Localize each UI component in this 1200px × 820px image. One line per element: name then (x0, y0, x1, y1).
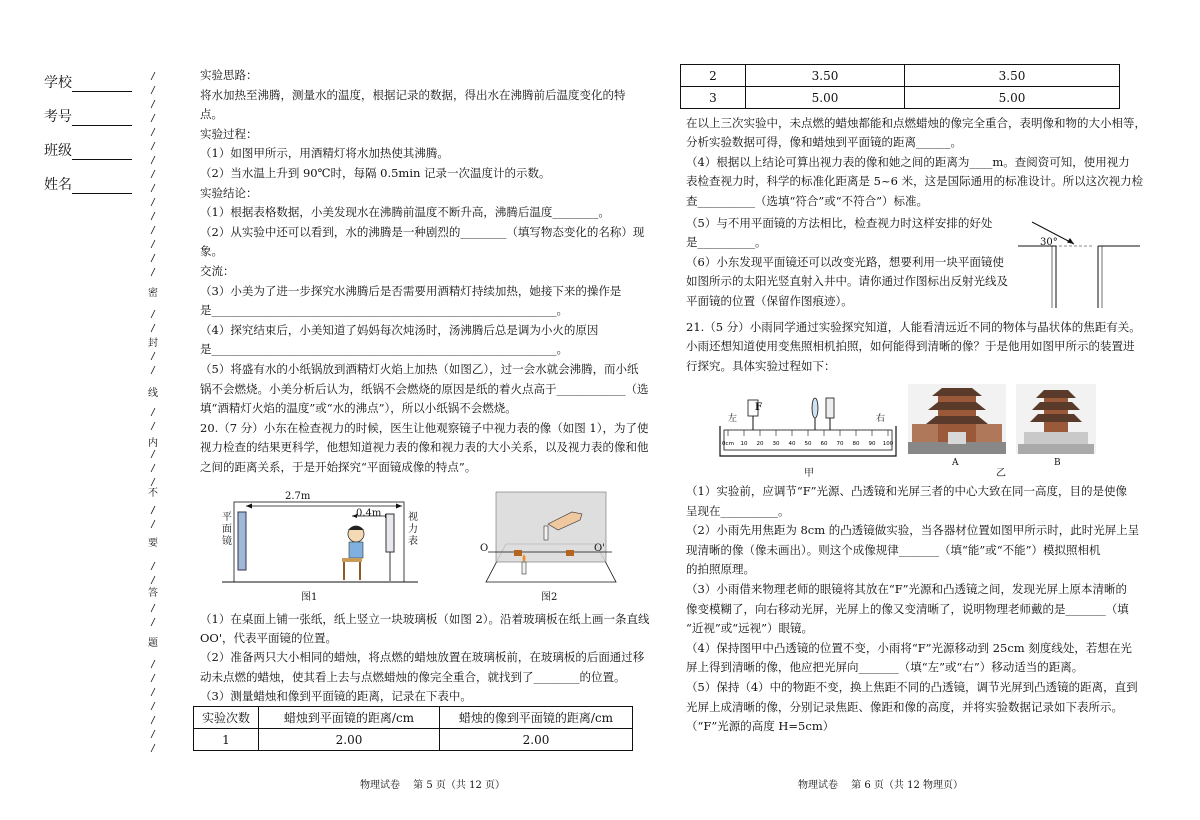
text-line: 是____________________________________________________________。 (200, 342, 568, 357)
binding-dash (151, 268, 155, 276)
text-line: 之间的距离关系，于是开始探究“平面镜成像的特点”。 (200, 460, 477, 474)
lit-candle (522, 562, 526, 574)
text-line: （5）保持（4）中的物距不变，换上焦距不同的凸透镜，调节光屏到凸透镜的距离，直到 (686, 680, 1138, 694)
bench-tick-label: 40 (788, 441, 796, 447)
text-line: （1）如图甲所示，用酒精灯将水加热使其沸腾。 (200, 146, 449, 161)
bench-f-label: F (755, 402, 763, 413)
optical-bench-diagram (714, 386, 902, 468)
left-page-footer: 物理试卷 第 5 页（共 12 页） (360, 780, 505, 791)
text-line: 行探究。具体实验过程如下： (686, 358, 836, 373)
text-line: （2）小雨先用焦距为 8cm 的凸透镜做实验，当各器材位置如图甲所示时，此时光屏上呈 (686, 523, 1140, 538)
table-row (681, 87, 1120, 109)
binding-dash (151, 716, 155, 724)
text-line: （1）在桌面上铺一张纸，纸上竖立一块玻璃板（如图 2）。沿着玻璃板在纸上画一条直线 (200, 612, 650, 626)
binding-dash (151, 366, 155, 374)
binding-dash (151, 86, 155, 94)
binding-char: 内 (148, 438, 158, 449)
text-line: （4）探究结束后，小美知道了妈妈每次炖汤时，汤沸腾后总是调为小火的原因 (200, 322, 599, 337)
bench-tick-label: 100 (882, 441, 894, 447)
binding-dashes (143, 52, 163, 772)
photo-a-label: A (952, 458, 959, 468)
binding-char: 线 (148, 388, 158, 399)
binding-dash (151, 324, 155, 332)
table-header-row (194, 707, 633, 729)
caption-yi: 乙 (996, 468, 1006, 479)
text-line: 视力检查的结果更科学，他想知道视力表的像和视力表的大小关系，以及视力表的像和他 (200, 440, 649, 455)
text-line: 象。 (200, 244, 223, 259)
unlit-candle (544, 526, 548, 540)
text-line: 锅不会燃烧。小美分析后认为，纸锅不会燃烧的原因是纸的着火点高于____________（选 (200, 381, 649, 396)
text-line: （5）将盛有水的小纸锅放到酒精灯火焰上加热（如图乙），过一会水就会沸腾，而小纸 (200, 362, 639, 376)
table-cell: 2 (681, 65, 746, 87)
text-line: 呈现在__________。 (686, 503, 790, 518)
text-line: 21.（5 分）小雨同学通过实验探究知道，人能看清远近不同的物体与晶状体的焦距有关。 (686, 320, 1141, 334)
table-header-cell: 蜡烛到平面镜的距离/cm (259, 707, 440, 729)
convex-lens (812, 398, 818, 418)
binding-char: 答 (148, 588, 158, 599)
caption-jia: 甲 (804, 468, 814, 479)
text-line: （3）小美为了进一步探究水沸腾后是否需要用酒精灯持续加热，她接下来的操作是 (200, 283, 622, 298)
angle-label: 30° (1040, 237, 1058, 248)
bench-tick-label: 60 (820, 441, 828, 447)
text-line: 实验思路： (200, 68, 258, 82)
text-line: 在以上三次实验中，未点燃的蜡烛都能和点燃蜡烛的像完全重合，表明像和物的大小相等， (686, 116, 1146, 130)
binding-dash (151, 702, 155, 710)
eye-chart-shape (386, 514, 394, 552)
binding-dash (151, 576, 155, 584)
table-cell: 2.00 (440, 729, 633, 751)
bench-tick-label: 10 (740, 441, 748, 447)
text-line: （3）小雨借来物理老师的眼镜将其放在“F”光源和凸透镜之间，发现光屏上原本清晰的 (686, 582, 1128, 596)
text-line: 实验结论： (200, 185, 258, 200)
fig1-chart-label: 视力表 (408, 512, 418, 547)
binding-dash (151, 170, 155, 178)
figure-2-glass-plate (476, 490, 626, 586)
fig1-distance-small: 0.4m (356, 508, 382, 519)
text-line: （2）准备两只大小相同的蜡烛，将点燃的蜡烛放置在玻璃板前，在玻璃板的后面通过移 (200, 650, 645, 665)
text-line: （1）实验前，应调节“F”光源、凸透镜和光屏三者的中心大致在同一高度，目的是使像 (686, 484, 1128, 498)
binding-char: 不 (148, 488, 158, 499)
fig2-label-o-prime: O' (594, 543, 605, 554)
bench-tick-label: 0cm (722, 441, 734, 447)
text-line: 平面镜的位置（保留作图痕迹）。 (686, 293, 853, 308)
text-line: 现清晰的像（像未画出）。则这个成像规律_______（填“能”或“不能”）模拟照相机 (686, 542, 1101, 557)
text-line: 查__________（选填“符合”或“不符合”）标准。 (686, 193, 929, 208)
exam-number-field: 考号 (44, 106, 132, 126)
table-row (194, 729, 633, 751)
binding-dash (151, 450, 155, 458)
text-line: OO'，代表平面镜的位置。 (200, 631, 338, 646)
table-cell: 5.00 (746, 87, 905, 109)
binding-dash (151, 72, 155, 80)
text-line: 动未点燃的蜡烛，使其看上去与点燃蜡烛的像完全重合，就找到了________的位置。 (200, 669, 626, 684)
well-light-diagram (1014, 220, 1144, 310)
text-line: 将水加热至沸腾，测量水的温度，根据记录的数据，得出水在沸腾前后温度变化的特 (200, 87, 626, 102)
binding-dash (151, 674, 155, 682)
binding-dash (151, 660, 155, 668)
text-line: 的拍照原理。 (686, 562, 755, 577)
data-table-right (680, 64, 1120, 109)
table-header-cell: 蜡烛的像到平面镜的距离/cm (440, 707, 633, 729)
binding-dash (151, 730, 155, 738)
binding-char: 要 (148, 538, 158, 549)
bench-tick-label: 70 (836, 441, 844, 447)
class-field: 班级 (44, 140, 132, 160)
binding-dash (151, 212, 155, 220)
figure-1-eye-test (212, 492, 428, 584)
text-line: 如图所示的太阳光竖直射入井中。请你通过作图标出反射光线及 (686, 274, 1008, 289)
bench-tick-label: 30 (772, 441, 780, 447)
name-field: 姓名 (44, 174, 132, 194)
binding-dash (151, 688, 155, 696)
text-line: （“F”光源的高度 H=5cm） (686, 719, 835, 734)
text-line: 小雨还想知道使用变焦照相机拍照，如何能得到清晰的像？于是他用如图甲所示的装置进 (686, 339, 1135, 354)
text-line: 屏上得到清晰的像，他应把光屏向_______（填“左”或“右”）移动适当的距离。 (686, 660, 1084, 675)
text-line: 分析实验数据可得，像和蜡烛到平面镜的距离______。 (686, 135, 962, 150)
binding-dash (151, 226, 155, 234)
binding-dash (151, 128, 155, 136)
text-line: 是__________。 (686, 235, 767, 250)
fig2-label-o: O (480, 543, 489, 554)
bench-tick-label: 50 (804, 441, 812, 447)
binding-dash (151, 520, 155, 528)
binding-dash (151, 562, 155, 570)
binding-dash (151, 156, 155, 164)
table-cell: 3 (681, 87, 746, 109)
table-header-cell: 实验次数 (194, 707, 259, 729)
fig1-distance-total: 2.7m (285, 491, 311, 502)
binding-dash (151, 184, 155, 192)
binding-dash (151, 240, 155, 248)
pagoda-photo-b (1016, 384, 1096, 454)
table-cell: 3.50 (905, 65, 1120, 87)
glass-plate-shape (496, 492, 606, 562)
text-line: （6）小东发现平面镜还可以改变光路，想要利用一块平面镜使 (686, 254, 1004, 269)
text-line: （4）保持图甲中凸透镜的位置不变，小雨将“F”光源移动到 25cm 刻度线处，若想在光 (686, 640, 1132, 655)
binding-dash (151, 604, 155, 612)
mirror-shape (238, 512, 246, 570)
text-line: 点。 (200, 107, 223, 122)
binding-dash (151, 506, 155, 514)
bench-right-label: 右 (876, 414, 886, 424)
text-line: 20.（7 分）小东在检查视力的时候，医生让他观察镜子中视力表的像（如图 1），为了使 (200, 420, 649, 435)
binding-dash (151, 618, 155, 626)
binding-char: 封 (148, 338, 158, 349)
data-table-left (193, 706, 633, 751)
binding-dash (151, 100, 155, 108)
text-line: 实验过程： (200, 126, 258, 141)
text-line: （3）测量蜡烛和像到平面镜的距离，记录在下表中。 (200, 688, 472, 703)
light-screen (826, 398, 834, 418)
binding-dash (151, 744, 155, 752)
binding-dash (151, 114, 155, 122)
binding-dash (151, 478, 155, 486)
text-line: 交流： (200, 264, 235, 278)
bench-tick-label: 90 (868, 441, 876, 447)
right-page-footer: 物理试卷 第 6 页（共 12 物理页） (798, 780, 963, 791)
fig1-mirror-label: 平面镜 (222, 512, 232, 547)
binding-dash (151, 464, 155, 472)
binding-dash (151, 310, 155, 318)
bench-left-label: 左 (728, 414, 738, 424)
bench-tick-label: 80 (852, 441, 860, 447)
text-line: 像变模糊了，向右移动光屏，光屏上的像又变清晰了，说明物理老师戴的是_______（填 (686, 601, 1129, 616)
text-line: 填“酒精灯火焰的温度”或“水的沸点”），所以小纸锅不会燃烧。 (200, 401, 517, 416)
text-line: （4）根据以上结论可算出视力表的像和她之间的距离为____m。查阅资可知，使用视力 (686, 154, 1130, 169)
fig1-caption: 图1 (301, 592, 318, 603)
bench-tick-label: 20 (756, 441, 764, 447)
text-line: 是____________________________________________________________。 (200, 303, 568, 318)
text-line: （2）从实验中还可以看到，水的沸腾是一种剧烈的________（填写物态变化的名称）现 (200, 224, 645, 239)
text-line: 表检查视力时，科学的标准化距离是 5~6 米，这是国际通用的标准设计。所以这次视力检 (686, 174, 1144, 189)
text-line: （2）当水温上升到 90℃时，每隔 0.5min 记录一次温度计的示数。 (200, 166, 551, 180)
table-cell: 1 (194, 729, 259, 751)
table-cell: 2.00 (259, 729, 440, 751)
photo-b-label: B (1054, 458, 1061, 468)
binding-dash (151, 254, 155, 262)
table-row (681, 65, 1120, 87)
binding-dash (151, 352, 155, 360)
binding-dash (151, 142, 155, 150)
binding-char: 题 (148, 638, 158, 649)
binding-char: 密 (148, 288, 158, 299)
table-cell: 5.00 (905, 87, 1120, 109)
table-cell: 3.50 (746, 65, 905, 87)
binding-dash (151, 408, 155, 416)
binding-dash (151, 422, 155, 430)
pagoda-photo-a (908, 384, 1006, 454)
text-line: 光屏上成清晰的像，分别记录焦距、像距和像的高度，并将实验数据记录如下表所示。 (686, 699, 1123, 714)
text-line: （1）根据表格数据，小美发现水在沸腾前温度不断升高，沸腾后温度________。 (200, 205, 610, 220)
school-field: 学校 (44, 72, 132, 92)
text-line: “近视”或“远视”）眼镜。 (686, 621, 814, 636)
text-line: （5）与不用平面镜的方法相比，检查视力时这样安排的好处 (686, 216, 993, 230)
binding-dash (151, 198, 155, 206)
fig2-caption: 图2 (541, 592, 558, 603)
